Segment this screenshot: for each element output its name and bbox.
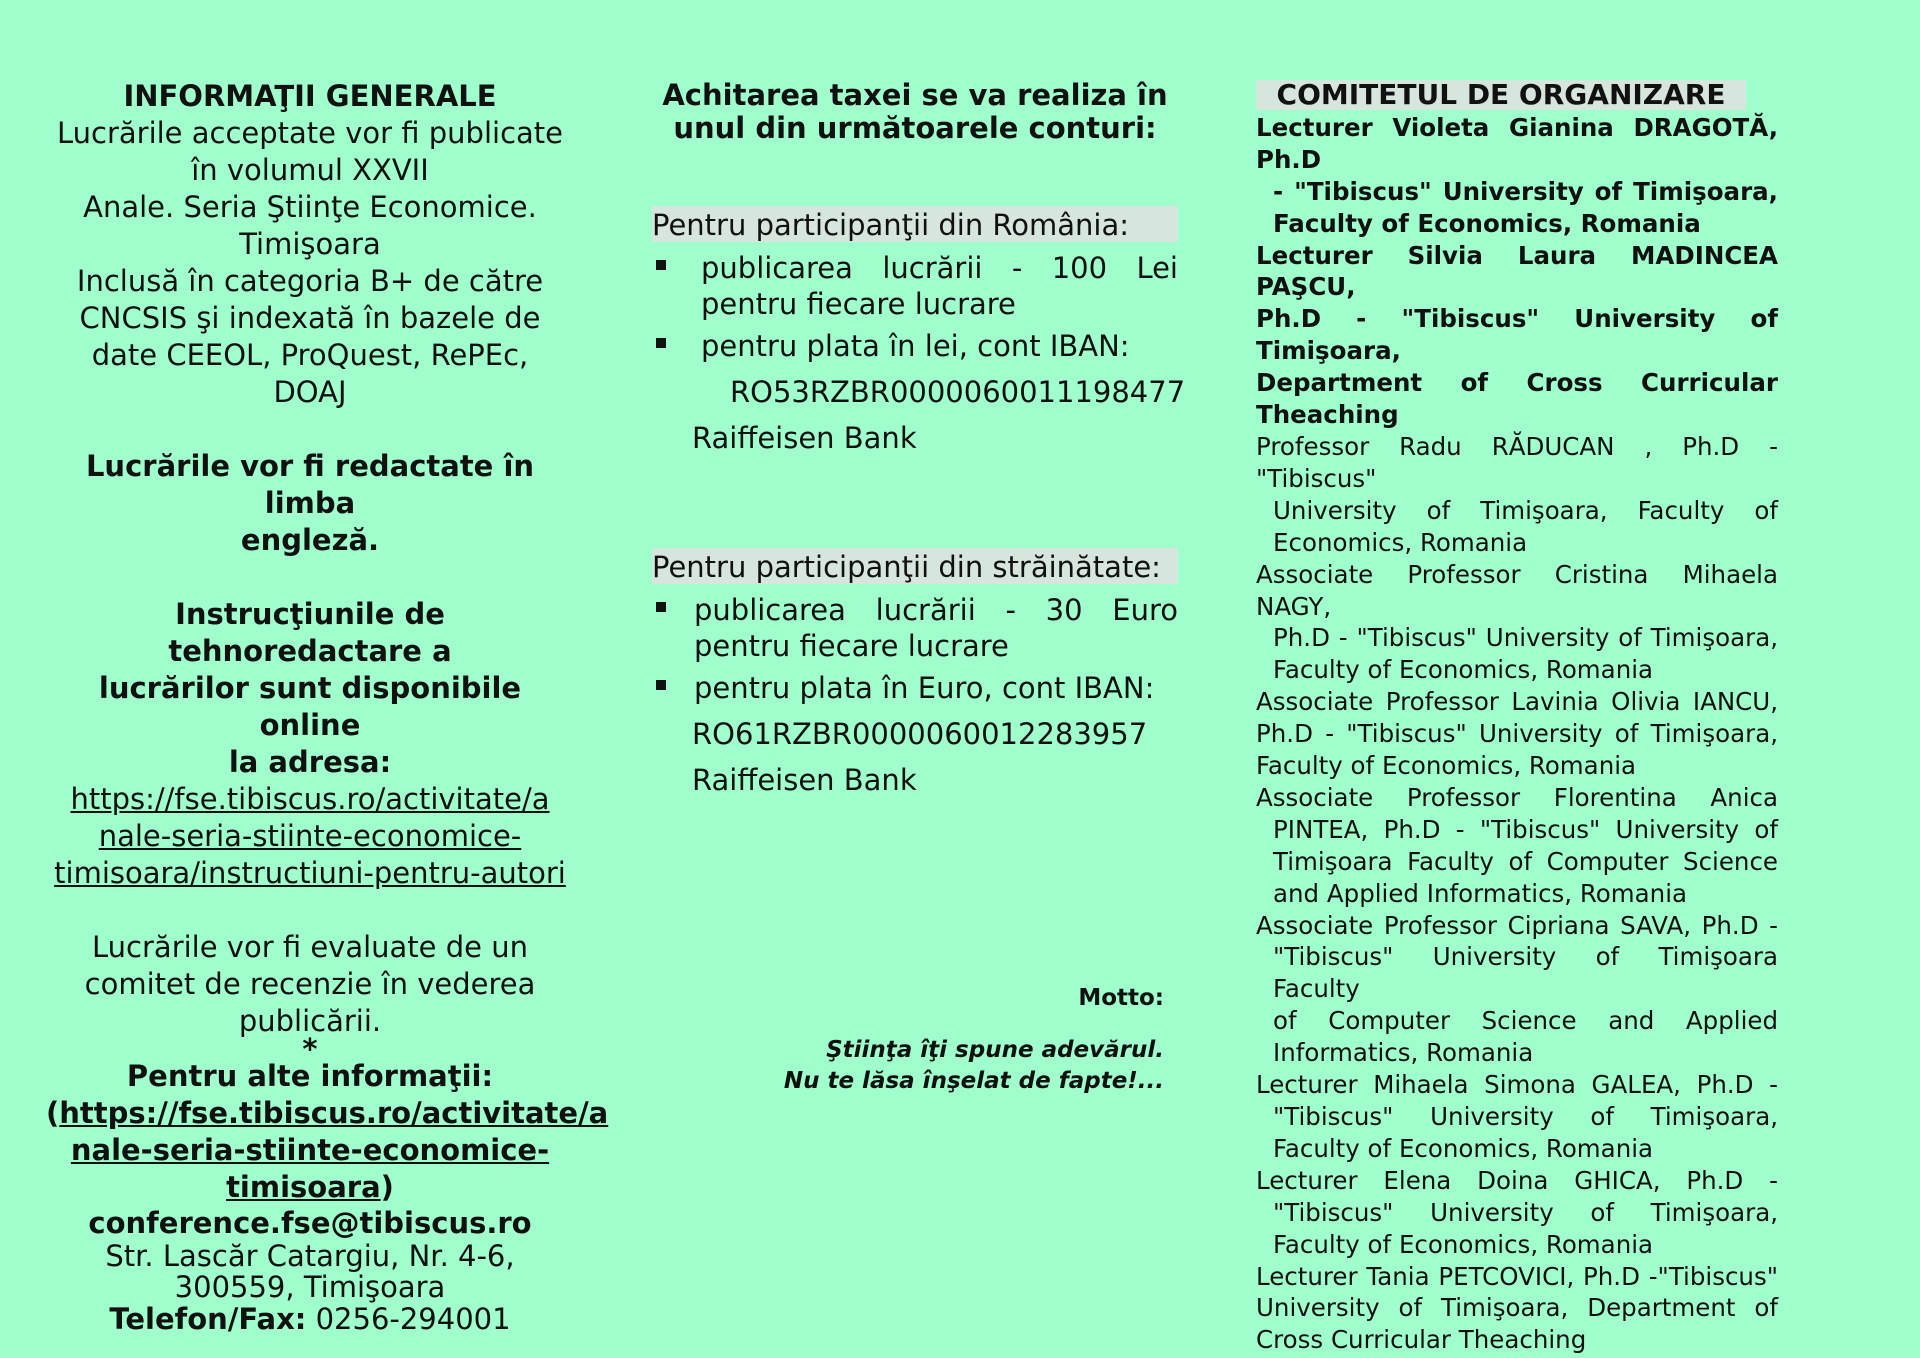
member-line: Faculty of Economics, Romania <box>1273 655 1654 685</box>
romania-section <box>652 206 1186 456</box>
link-line: timisoara/instructiuni-pentru-autori <box>54 856 566 890</box>
member-line: Faculty of Economics, Romania <box>1256 751 1637 781</box>
payment-line: pentru plata în lei, cont IBAN: <box>701 329 1130 363</box>
member-line: Lecturer Elena Doina GHICA, Ph.D - <box>1256 1165 1778 1195</box>
abroad-payment-item <box>652 670 1178 706</box>
member-line: PINTEA, Ph.D - "Tibiscus" University of <box>1273 814 1778 844</box>
member-line: "Tibiscus" University of Timişoara, <box>1273 1102 1778 1131</box>
member-line: Associate Professor Cristina Mihaela NAGY, <box>1256 559 1778 621</box>
member-line: Cross Curricular Theaching <box>1256 1325 1587 1355</box>
committee-member <box>1256 1165 1778 1261</box>
text-line: DOAJ <box>273 375 347 409</box>
member-line: Associate Professor Cipriana SAVA, Ph.D - <box>1256 910 1778 940</box>
motto-line: Ştiinţa îţi spune adevărul. <box>826 1037 1164 1063</box>
abroad-bank: Raiffeisen Bank <box>692 763 917 797</box>
general-info-title: INFORMAŢII GENERALE <box>123 79 497 113</box>
more-info-link[interactable]: https://fse.tibiscus.ro/activitate/a <box>59 1096 609 1130</box>
more-info-link-block <box>46 1095 609 1206</box>
committee-members <box>1256 112 1778 1356</box>
text-line: date CEEOL, ProQuest, RePEc, <box>91 338 529 372</box>
asterisk-separator: * <box>302 1032 318 1066</box>
member-line: Associate Professor Lavinia Olivia IANCU, <box>1256 687 1778 717</box>
text-line: la adresa: <box>228 745 392 779</box>
member-line: Lecturer Silvia Laura MADINCEA PAŞCU, <box>1256 240 1778 302</box>
committee-member <box>1256 431 1778 559</box>
fee-line: pentru fiecare lucrare <box>701 287 1016 321</box>
text-line: CNCSIS şi indexată în bazele de <box>79 301 541 335</box>
link-line: nale-seria-stiinte-economice- <box>98 819 522 853</box>
romania-label: Pentru participanţii din România: <box>652 206 1178 242</box>
address-line: Str. Lascăr Catargiu, Nr. 4-6, <box>105 1239 515 1273</box>
member-line: Ph.D - "Tibiscus" University of Timişoara, <box>1273 623 1778 653</box>
abroad-iban: RO61RZBR0000060012283957 <box>692 717 1148 751</box>
motto-label: Motto: <box>1078 985 1164 1011</box>
motto-text <box>784 1035 1164 1097</box>
phone-value: 0256-294001 <box>306 1302 511 1336</box>
payment-heading-line: unul din următoarele conturi: <box>673 111 1157 145</box>
text-line: comitet de recenzie în vederea <box>84 967 536 1001</box>
language-note <box>46 448 574 559</box>
text-line: Lucrările vor fi redactate în limba <box>85 449 535 520</box>
member-line: Professor Radu RĂDUCAN , Ph.D - "Tibiscus" <box>1256 431 1778 493</box>
contact-email[interactable]: conference.fse@tibiscus.ro <box>88 1206 532 1240</box>
phone-line <box>46 1303 574 1336</box>
fee-line: publicarea lucrării - 100 Lei <box>701 251 1178 285</box>
committee-title: COMITETUL DE ORGANIZARE <box>1256 80 1746 110</box>
member-line: Theaching <box>1256 400 1399 430</box>
member-line: of Computer Science and Applied <box>1273 1006 1778 1036</box>
evaluation-note <box>46 929 574 1040</box>
member-line: Economics, Romania <box>1273 527 1528 557</box>
organizing-committee-column <box>1256 80 1778 1356</box>
member-line: Faculty of Economics, Romania <box>1273 1133 1654 1163</box>
text-line: Lucrările acceptate vor fi publicate <box>56 116 563 150</box>
member-line: - "Tibiscus" University of Timişoara, <box>1273 176 1778 206</box>
abroad-fee-item <box>652 592 1178 664</box>
instructions-note <box>46 596 574 781</box>
bullet-icon <box>656 680 666 690</box>
committee-member <box>1256 112 1778 240</box>
abroad-label: Pentru participanţii din străinătate: <box>652 548 1178 584</box>
member-line: University of Timişoara, Department of <box>1256 1293 1778 1323</box>
member-line: and Applied Informatics, Romania <box>1273 878 1688 908</box>
payment-heading-line: Achitarea taxei se va realiza în <box>662 78 1168 112</box>
general-info-column <box>46 78 609 1336</box>
romania-bank: Raiffeisen Bank <box>692 421 917 455</box>
romania-payment-item <box>652 328 1178 364</box>
member-line: Department of Cross Curricular <box>1256 368 1778 398</box>
member-line: Faculty of Economics, Romania <box>1273 1229 1654 1259</box>
committee-member <box>1256 1069 1778 1165</box>
instructions-link[interactable] <box>46 781 574 892</box>
romania-iban: RO53RZBR0000060011198477 <box>730 375 1186 409</box>
member-line: Lecturer Tania PETCOVICI, Ph.D -"Tibiscus" <box>1256 1261 1778 1291</box>
bullet-icon <box>656 338 666 348</box>
more-info-label: Pentru alte informaţii: <box>126 1059 494 1093</box>
member-line: Informatics, Romania <box>1273 1038 1534 1068</box>
phone-label: Telefon/Fax: <box>109 1302 307 1336</box>
text-line: Anale. Seria Ştiinţe Economice. <box>83 190 537 224</box>
text-line: publicării. <box>238 1004 382 1038</box>
text-line: engleză. <box>240 523 380 557</box>
committee-member <box>1256 240 1778 431</box>
member-line: Associate Professor Florentina Anica <box>1256 782 1778 812</box>
text-line: lucrărilor sunt disponibile online <box>98 671 522 742</box>
romania-fee-item <box>652 250 1178 322</box>
address-line: 300559, Timişoara <box>174 1270 446 1304</box>
paren-close: ) <box>380 1170 394 1204</box>
fee-line: publicarea lucrării - 30 Euro <box>694 593 1178 627</box>
payment-column <box>652 78 1186 1094</box>
more-info-link-cont[interactable]: nale-seria-stiinte-economice- <box>70 1133 550 1167</box>
bullet-icon <box>656 602 666 612</box>
member-line: Lecturer Mihaela Simona GALEA, Ph.D - <box>1256 1070 1778 1100</box>
text-line: în volumul XXVII <box>191 153 429 187</box>
link-line: https://fse.tibiscus.ro/activitate/a <box>70 782 550 816</box>
bullet-icon <box>656 260 666 270</box>
member-line: University of Timişoara, Faculty of <box>1273 495 1778 525</box>
text-line: Timişoara <box>239 227 381 261</box>
text-line: Instrucţiunile de tehnoredactare a <box>168 597 452 668</box>
member-line: "Tibiscus" University of Timişoara Faculty <box>1273 942 1778 1004</box>
text-line: Inclusă în categoria B+ de către <box>76 264 544 298</box>
committee-member <box>1256 686 1778 782</box>
member-line: Timişoara Faculty of Computer Science <box>1273 846 1778 876</box>
committee-member <box>1256 1261 1778 1357</box>
member-line: Faculty of Economics, Romania <box>1273 208 1701 238</box>
abroad-section <box>652 548 1178 798</box>
more-info-link-end[interactable]: timisoara <box>226 1170 381 1204</box>
motto-line: Nu te lăsa înşelat de fapte!... <box>783 1068 1164 1094</box>
committee-member <box>1256 910 1778 1070</box>
member-line: Ph.D - "Tibiscus" University of Timişoara, <box>1256 719 1778 749</box>
member-line: "Tibiscus" University of Timişoara, <box>1273 1197 1778 1227</box>
member-line: Ph.D - "Tibiscus" University of Timişoara, <box>1256 304 1778 366</box>
publication-info <box>46 115 574 411</box>
text-line: Lucrările vor fi evaluate de un <box>92 930 528 964</box>
paren-open: ( <box>46 1096 60 1130</box>
fee-line: pentru fiecare lucrare <box>694 629 1009 663</box>
committee-member <box>1256 782 1778 910</box>
payment-line: pentru plata în Euro, cont IBAN: <box>694 671 1155 705</box>
member-line: Lecturer Violeta Gianina DRAGOTĂ, Ph.D <box>1256 112 1778 174</box>
committee-member <box>1256 559 1778 687</box>
